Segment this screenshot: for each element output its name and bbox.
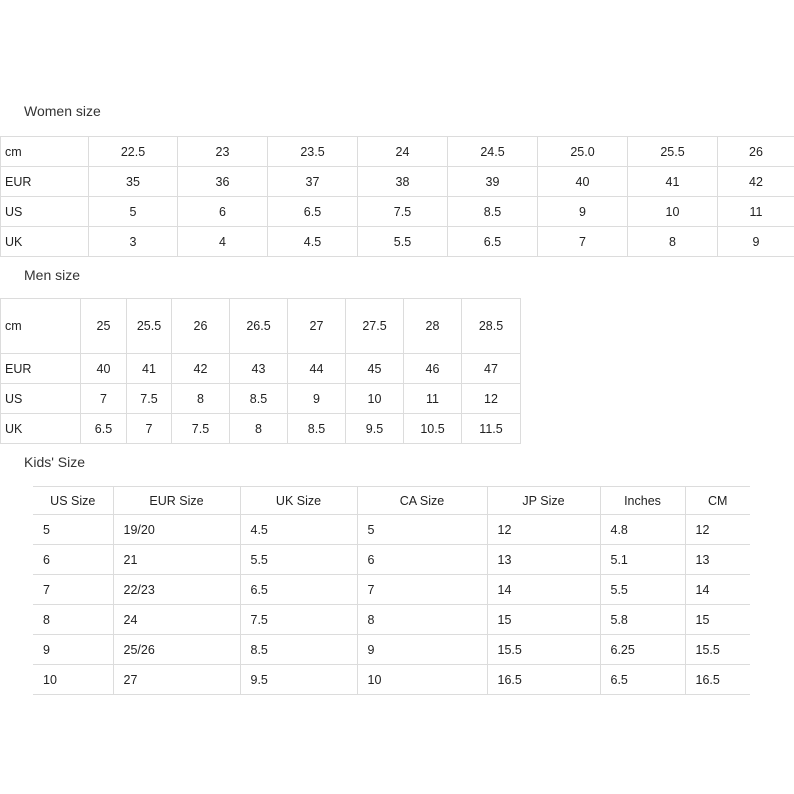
- women-cell: 6.5: [448, 227, 538, 257]
- kids-cell: 6.5: [600, 665, 685, 695]
- women-cell: 26: [718, 137, 794, 167]
- kids-cell: 8.5: [240, 635, 357, 665]
- men-row-us: [1, 384, 521, 414]
- kids-cell: 12: [685, 515, 750, 545]
- kids-cell: 25/26: [113, 635, 240, 665]
- kids-cell: 5.8: [600, 605, 685, 635]
- kids-cell: 13: [487, 545, 600, 575]
- kids-cell: 5.5: [600, 575, 685, 605]
- kids-cell: 24: [113, 605, 240, 635]
- women-cell: 4: [178, 227, 268, 257]
- kids-size-title: Kids' Size: [24, 454, 86, 470]
- kids-column-header: US Size: [33, 487, 113, 515]
- women-row-eur: [1, 167, 794, 197]
- women-cell: 10: [628, 197, 718, 227]
- kids-cell: 4.8: [600, 515, 685, 545]
- men-cell: 27: [288, 299, 346, 354]
- kids-cell: 14: [685, 575, 750, 605]
- kids-cell: 15: [487, 605, 600, 635]
- women-cell: 6: [178, 197, 268, 227]
- men-row-label: UK: [1, 414, 81, 444]
- kids-column-header: Inches: [600, 487, 685, 515]
- women-cell: 5: [89, 197, 178, 227]
- men-row-label: US: [1, 384, 81, 414]
- women-cell: 25.5: [628, 137, 718, 167]
- men-cell: 10: [346, 384, 404, 414]
- kids-cell: 21: [113, 545, 240, 575]
- men-cell: 7: [81, 384, 127, 414]
- men-cell: 27.5: [346, 299, 404, 354]
- men-cell: 8.5: [288, 414, 346, 444]
- women-cell: 23: [178, 137, 268, 167]
- men-cell: 11: [404, 384, 462, 414]
- women-cell: 7.5: [358, 197, 448, 227]
- women-cell: 11: [718, 197, 794, 227]
- men-cell: 9: [288, 384, 346, 414]
- kids-cell: 5: [357, 515, 487, 545]
- kids-cell: 5: [33, 515, 113, 545]
- kids-cell: 7: [33, 575, 113, 605]
- men-cell: 8: [230, 414, 288, 444]
- kids-row: [33, 515, 750, 545]
- kids-size-table: [33, 486, 750, 695]
- kids-column-header: UK Size: [240, 487, 357, 515]
- kids-cell: 16.5: [685, 665, 750, 695]
- men-cell: 26: [172, 299, 230, 354]
- women-cell: 42: [718, 167, 794, 197]
- men-cell: 8.5: [230, 384, 288, 414]
- men-cell: 28.5: [462, 299, 521, 354]
- women-cell: 22.5: [89, 137, 178, 167]
- men-cell: 44: [288, 354, 346, 384]
- women-cell: 24: [358, 137, 448, 167]
- women-cell: 9: [538, 197, 628, 227]
- kids-cell: 4.5: [240, 515, 357, 545]
- women-cell: 36: [178, 167, 268, 197]
- women-cell: 4.5: [268, 227, 358, 257]
- kids-cell: 27: [113, 665, 240, 695]
- men-row-label: cm: [1, 299, 81, 354]
- kids-row: [33, 635, 750, 665]
- kids-cell: 19/20: [113, 515, 240, 545]
- women-row-cm: [1, 137, 794, 167]
- kids-cell: 10: [33, 665, 113, 695]
- women-cell: 6.5: [268, 197, 358, 227]
- men-cell: 45: [346, 354, 404, 384]
- kids-row: [33, 575, 750, 605]
- men-cell: [127, 299, 172, 354]
- men-cell: 28: [404, 299, 462, 354]
- kids-cell: 16.5: [487, 665, 600, 695]
- men-cell: 41: [127, 354, 172, 384]
- kids-cell: 10: [357, 665, 487, 695]
- men-cell: 8: [172, 384, 230, 414]
- kids-cell: 22/23: [113, 575, 240, 605]
- women-row-us: [1, 197, 794, 227]
- kids-column-header: JP Size: [487, 487, 600, 515]
- women-cell: 41: [628, 167, 718, 197]
- kids-cell: 9.5: [240, 665, 357, 695]
- women-cell: 9: [718, 227, 794, 257]
- men-row-eur: [1, 354, 521, 384]
- women-row-label: UK: [1, 227, 89, 257]
- men-cell: 7.5: [127, 384, 172, 414]
- women-cell: 37: [268, 167, 358, 197]
- kids-cell: 15.5: [685, 635, 750, 665]
- kids-column-header: CM: [685, 487, 750, 515]
- men-cell: 47: [462, 354, 521, 384]
- women-cell: 8: [628, 227, 718, 257]
- kids-cell: 5.1: [600, 545, 685, 575]
- men-cell: 10.5: [404, 414, 462, 444]
- kids-cell: 15: [685, 605, 750, 635]
- men-cell: 26.5: [230, 299, 288, 354]
- kids-cell: 6.25: [600, 635, 685, 665]
- men-row-label: EUR: [1, 354, 81, 384]
- kids-header-row: [33, 487, 750, 515]
- kids-row: [33, 545, 750, 575]
- women-cell: 7: [538, 227, 628, 257]
- women-cell: 5.5: [358, 227, 448, 257]
- women-row-label: US: [1, 197, 89, 227]
- men-size-title: Men size: [24, 267, 81, 283]
- kids-cell: 8: [357, 605, 487, 635]
- women-cell: 23.5: [268, 137, 358, 167]
- women-cell: 38: [358, 167, 448, 197]
- men-cell-text: 25.5: [136, 319, 162, 333]
- women-size-title: Women size: [24, 103, 101, 119]
- men-cell: 43: [230, 354, 288, 384]
- kids-cell: 12: [487, 515, 600, 545]
- kids-cell: 6: [33, 545, 113, 575]
- kids-cell: 13: [685, 545, 750, 575]
- kids-cell: 6: [357, 545, 487, 575]
- kids-cell: 9: [357, 635, 487, 665]
- women-row-label: EUR: [1, 167, 89, 197]
- kids-cell: 14: [487, 575, 600, 605]
- kids-cell: 8: [33, 605, 113, 635]
- women-cell: 24.5: [448, 137, 538, 167]
- women-size-table: [0, 136, 794, 257]
- women-row-label: cm: [1, 137, 89, 167]
- women-row-uk: [1, 227, 794, 257]
- kids-cell: 6.5: [240, 575, 357, 605]
- women-cell: 35: [89, 167, 178, 197]
- kids-cell: 7: [357, 575, 487, 605]
- men-cell: 7.5: [172, 414, 230, 444]
- men-cell: 11.5: [462, 414, 521, 444]
- women-cell: 39: [448, 167, 538, 197]
- kids-column-header: EUR Size: [113, 487, 240, 515]
- kids-column-header: CA Size: [357, 487, 487, 515]
- men-cell: 6.5: [81, 414, 127, 444]
- men-row-uk: [1, 414, 521, 444]
- kids-cell: 15.5: [487, 635, 600, 665]
- men-cell: 9.5: [346, 414, 404, 444]
- men-cell: 7: [127, 414, 172, 444]
- women-cell: 3: [89, 227, 178, 257]
- women-cell: 40: [538, 167, 628, 197]
- men-cell: 40: [81, 354, 127, 384]
- men-row-cm: [1, 299, 521, 354]
- women-cell: 25.0: [538, 137, 628, 167]
- kids-cell: 7.5: [240, 605, 357, 635]
- men-cell: 25: [81, 299, 127, 354]
- men-cell: 46: [404, 354, 462, 384]
- kids-row: [33, 605, 750, 635]
- kids-cell: 9: [33, 635, 113, 665]
- kids-row: [33, 665, 750, 695]
- men-cell: 42: [172, 354, 230, 384]
- men-size-table: [0, 298, 521, 444]
- kids-cell: 5.5: [240, 545, 357, 575]
- men-cell: 12: [462, 384, 521, 414]
- women-cell: 8.5: [448, 197, 538, 227]
